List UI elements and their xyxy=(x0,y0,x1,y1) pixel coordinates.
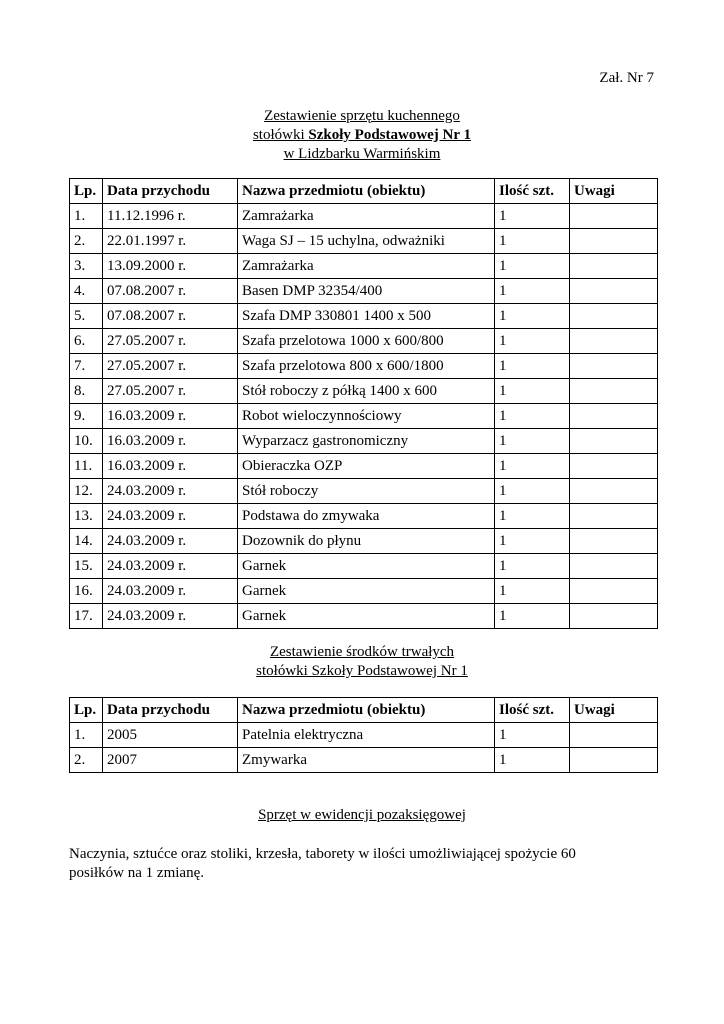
cell-notes xyxy=(570,404,658,429)
attachment-number: Zał. Nr 7 xyxy=(599,70,654,86)
cell-lp: 13. xyxy=(70,504,103,529)
section1-title-school: Szkoły Podstawowej Nr 1 xyxy=(308,127,472,143)
cell-name: Basen DMP 32354/400 xyxy=(238,279,495,304)
cell-notes xyxy=(570,529,658,554)
cell-qty: 1 xyxy=(495,504,570,529)
cell-lp: 1. xyxy=(70,723,103,748)
cell-lp: 4. xyxy=(70,279,103,304)
cell-lp: 7. xyxy=(70,354,103,379)
table-row xyxy=(70,329,658,354)
cell-date: 07.08.2007 r. xyxy=(103,279,238,304)
table-row xyxy=(70,429,658,454)
cell-name: Zamrażarka xyxy=(238,254,495,279)
cell-qty: 1 xyxy=(495,429,570,454)
header-notes: Uwagi xyxy=(570,698,658,723)
cell-name: Garnek xyxy=(238,554,495,579)
table-header-row xyxy=(70,179,658,204)
cell-date: 13.09.2000 r. xyxy=(103,254,238,279)
cell-name: Patelnia elektryczna xyxy=(238,723,495,748)
cell-name: Stół roboczy z półką 1400 x 600 xyxy=(238,379,495,404)
cell-qty: 1 xyxy=(495,304,570,329)
cell-name: Zamrażarka xyxy=(238,204,495,229)
cell-qty: 1 xyxy=(495,454,570,479)
cell-name: Zmywarka xyxy=(238,748,495,773)
cell-lp: 15. xyxy=(70,554,103,579)
cell-name: Szafa DMP 330801 1400 x 500 xyxy=(238,304,495,329)
cell-date: 27.05.2007 r. xyxy=(103,379,238,404)
cell-date: 24.03.2009 r. xyxy=(103,579,238,604)
header-lp: Lp. xyxy=(70,179,103,204)
cell-qty: 1 xyxy=(495,554,570,579)
cell-notes xyxy=(570,479,658,504)
table-row xyxy=(70,379,658,404)
table-row xyxy=(70,554,658,579)
cell-notes xyxy=(570,579,658,604)
section1-title-prefix: stołówki xyxy=(252,127,309,143)
cell-lp: 17. xyxy=(70,604,103,629)
cell-notes xyxy=(570,554,658,579)
cell-notes xyxy=(570,429,658,454)
table-row xyxy=(70,279,658,304)
cell-date: 07.08.2007 r. xyxy=(103,304,238,329)
section1-heading xyxy=(0,107,724,164)
table-row xyxy=(70,404,658,429)
table-row xyxy=(70,354,658,379)
cell-qty: 1 xyxy=(495,404,570,429)
cell-notes xyxy=(570,329,658,354)
cell-qty: 1 xyxy=(495,529,570,554)
cell-lp: 14. xyxy=(70,529,103,554)
cell-notes xyxy=(570,604,658,629)
cell-qty: 1 xyxy=(495,479,570,504)
cell-notes xyxy=(570,229,658,254)
section2-title-line2: stołówki Szkoły Podstawowej Nr 1 xyxy=(256,663,468,679)
table-header-row xyxy=(70,698,658,723)
cell-qty: 1 xyxy=(495,229,570,254)
table-row xyxy=(70,723,658,748)
cell-notes xyxy=(570,723,658,748)
section1-title-line2 xyxy=(0,126,724,145)
table-row xyxy=(70,579,658,604)
cell-qty: 1 xyxy=(495,329,570,354)
cell-date: 16.03.2009 r. xyxy=(103,454,238,479)
fixed-assets-table xyxy=(69,697,658,773)
cell-name: Garnek xyxy=(238,579,495,604)
cell-date: 24.03.2009 r. xyxy=(103,554,238,579)
cell-name: Wyparzacz gastronomiczny xyxy=(238,429,495,454)
table-row xyxy=(70,604,658,629)
cell-name: Obieraczka OZP xyxy=(238,454,495,479)
cell-qty: 1 xyxy=(495,604,570,629)
cell-qty: 1 xyxy=(495,723,570,748)
cell-name: Garnek xyxy=(238,604,495,629)
cell-name: Szafa przelotowa 800 x 600/1800 xyxy=(238,354,495,379)
kitchen-equipment-table xyxy=(69,178,658,629)
table-row xyxy=(70,204,658,229)
cell-date: 24.03.2009 r. xyxy=(103,479,238,504)
section3-heading xyxy=(0,806,724,825)
cell-lp: 10. xyxy=(70,429,103,454)
cell-notes xyxy=(570,454,658,479)
cell-lp: 16. xyxy=(70,579,103,604)
header-name: Nazwa przedmiotu (obiektu) xyxy=(238,179,495,204)
cell-notes xyxy=(570,304,658,329)
cell-notes xyxy=(570,748,658,773)
cell-notes xyxy=(570,204,658,229)
cell-lp: 11. xyxy=(70,454,103,479)
cell-name: Stół roboczy xyxy=(238,479,495,504)
cell-notes xyxy=(570,379,658,404)
cell-name: Podstawa do zmywaka xyxy=(238,504,495,529)
header-qty: Ilość szt. xyxy=(495,179,570,204)
cell-date: 2007 xyxy=(103,748,238,773)
cell-date: 27.05.2007 r. xyxy=(103,354,238,379)
off-balance-description: Naczynia, sztućce oraz stoliki, krzesła, taborety w ilości umożliwiającej spożycie 60 posiłków na 1 zmianę. xyxy=(69,846,576,881)
header-qty: Ilość szt. xyxy=(495,698,570,723)
table-row xyxy=(70,304,658,329)
cell-name: Dozownik do płynu xyxy=(238,529,495,554)
cell-date: 24.03.2009 r. xyxy=(103,529,238,554)
section2-heading xyxy=(0,643,724,681)
cell-lp: 6. xyxy=(70,329,103,354)
cell-notes xyxy=(570,504,658,529)
cell-name: Szafa przelotowa 1000 x 600/800 xyxy=(238,329,495,354)
cell-notes xyxy=(570,354,658,379)
table-row xyxy=(70,229,658,254)
cell-name: Waga SJ – 15 uchylna, odważniki xyxy=(238,229,495,254)
cell-qty: 1 xyxy=(495,579,570,604)
table-row xyxy=(70,479,658,504)
header-name: Nazwa przedmiotu (obiektu) xyxy=(238,698,495,723)
table-row xyxy=(70,254,658,279)
cell-date: 2005 xyxy=(103,723,238,748)
section2-title-line1: Zestawienie środków trwałych xyxy=(269,644,455,660)
table-row xyxy=(70,529,658,554)
cell-date: 22.01.1997 r. xyxy=(103,229,238,254)
header-date: Data przychodu xyxy=(103,698,238,723)
cell-notes xyxy=(570,279,658,304)
section1-title-line1: Zestawienie sprzętu kuchennego xyxy=(264,108,460,124)
cell-date: 27.05.2007 r. xyxy=(103,329,238,354)
cell-date: 16.03.2009 r. xyxy=(103,404,238,429)
cell-date: 24.03.2009 r. xyxy=(103,504,238,529)
cell-lp: 9. xyxy=(70,404,103,429)
header-lp: Lp. xyxy=(70,698,103,723)
header-date: Data przychodu xyxy=(103,179,238,204)
table-row xyxy=(70,504,658,529)
cell-qty: 1 xyxy=(495,204,570,229)
cell-date: 24.03.2009 r. xyxy=(103,604,238,629)
cell-qty: 1 xyxy=(495,379,570,404)
section1-title-line3: w Lidzbarku Warmińskim xyxy=(283,146,441,162)
cell-qty: 1 xyxy=(495,279,570,304)
table-row xyxy=(70,454,658,479)
cell-qty: 1 xyxy=(495,254,570,279)
cell-lp: 5. xyxy=(70,304,103,329)
cell-lp: 1. xyxy=(70,204,103,229)
cell-lp: 2. xyxy=(70,748,103,773)
cell-lp: 3. xyxy=(70,254,103,279)
cell-qty: 1 xyxy=(495,354,570,379)
table-row xyxy=(70,748,658,773)
section3-title: Sprzęt w ewidencji pozaksięgowej xyxy=(258,807,466,823)
cell-date: 11.12.1996 r. xyxy=(103,204,238,229)
cell-lp: 2. xyxy=(70,229,103,254)
header-notes: Uwagi xyxy=(570,179,658,204)
cell-name: Robot wieloczynnościowy xyxy=(238,404,495,429)
cell-notes xyxy=(570,254,658,279)
cell-lp: 8. xyxy=(70,379,103,404)
cell-qty: 1 xyxy=(495,748,570,773)
cell-date: 16.03.2009 r. xyxy=(103,429,238,454)
cell-lp: 12. xyxy=(70,479,103,504)
